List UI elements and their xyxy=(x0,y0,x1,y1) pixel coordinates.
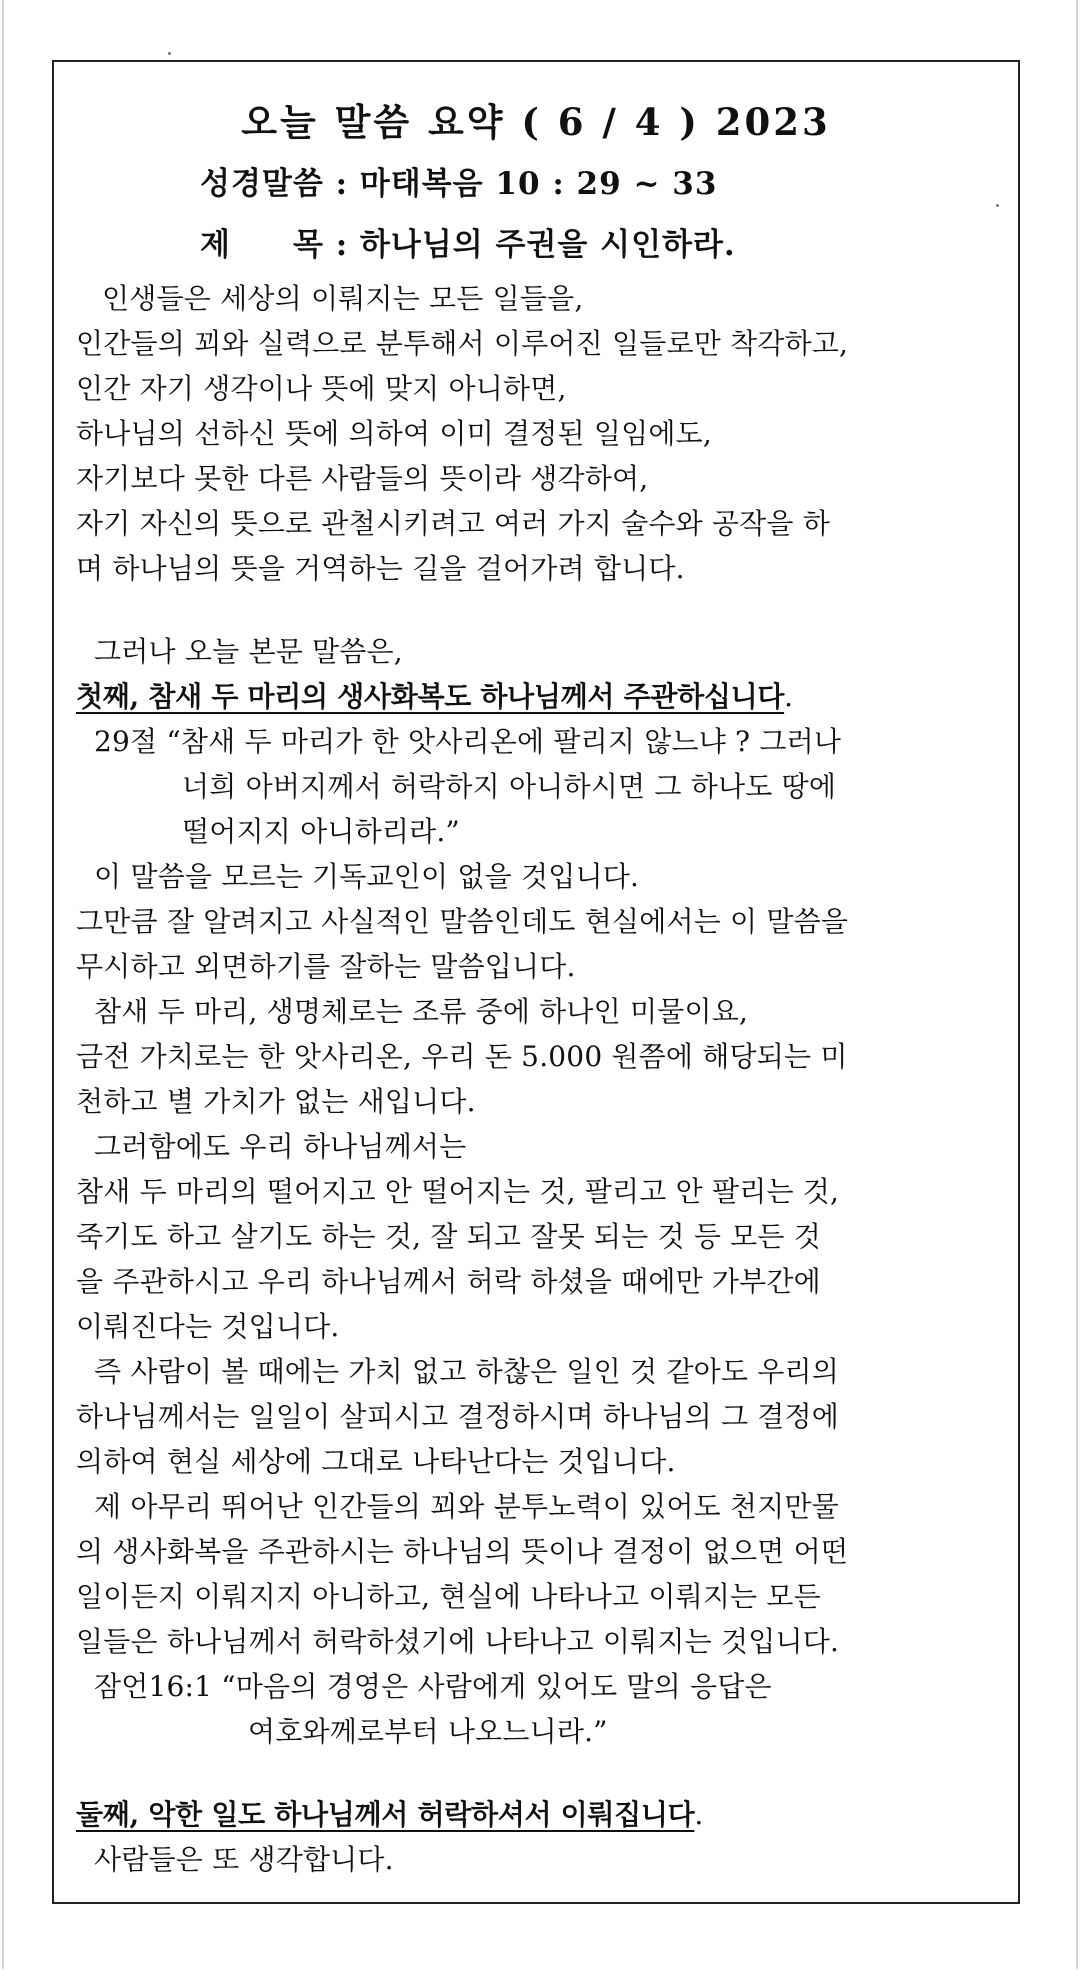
text-line: 즉 사람이 볼 때에는 가치 없고 하찮은 일인 것 같아도 우리의 xyxy=(94,1355,839,1388)
sermon-body xyxy=(76,276,1006,1882)
text-line: 이 말씀을 모르는 기독교인이 없을 것입니다. xyxy=(94,860,640,893)
page-frame xyxy=(2,0,1078,1969)
theme-label: 제 xyxy=(200,227,231,263)
text-line: 을 주관하시고 우리 하나님께서 허락 하셨을 때에만 가부간에 xyxy=(76,1265,821,1298)
verse-line: 29절 “참새 두 마리가 한 앗사리온에 팔리지 않느냐 ? 그러나 xyxy=(94,725,842,758)
text-line: 하나님의 선하신 뜻에 의하여 이미 결정된 일임에도, xyxy=(76,417,712,450)
verse-line: 잠언16:1 “마음의 경영은 사람에게 있어도 말의 응답은 xyxy=(94,1670,772,1703)
text-line: 자기보다 못한 다른 사람들의 뜻이라 생각하여, xyxy=(76,462,649,495)
verse-line: 떨어지지 아니하리라.” xyxy=(182,815,460,848)
sermon-theme xyxy=(200,219,736,264)
text-line: 금전 가치로는 한 앗사리온, 우리 돈 5.000 원쯤에 해당되는 미 xyxy=(76,1040,848,1073)
text-line: 인간 자기 생각이나 뜻에 맞지 아니하면, xyxy=(76,372,567,405)
text-line: 자기 자신의 뜻으로 관철시키려고 여러 가지 술수와 공작을 하 xyxy=(76,507,831,540)
document-title: 오늘 말씀 요약 ( 6 / 4 ) 2023 xyxy=(241,100,831,144)
text-line: 며 하나님의 뜻을 거역하는 길을 걸어가려 합니다. xyxy=(76,552,685,585)
heading-period: . xyxy=(784,680,793,713)
scripture-reference: 성경말씀 : 마태복음 10 : 29 ~ 33 xyxy=(200,166,718,202)
text-line: 천하고 별 가치가 없는 새입니다. xyxy=(76,1085,476,1118)
text-line: 그만큼 잘 알려지고 사실적인 말씀인데도 현실에서는 이 말씀을 xyxy=(76,905,849,938)
sermon-summary-box xyxy=(52,60,1020,1904)
text-line: 그러함에도 우리 하나님께서는 xyxy=(94,1130,467,1163)
text-line: 인간들의 꾀와 실력으로 분투해서 이루어진 일들로만 착각하고, xyxy=(76,327,849,360)
text-line: 사람들은 또 생각합니다. xyxy=(94,1843,394,1876)
text-line: 하나님께서는 일일이 살피시고 결정하시며 하나님의 그 결정에 xyxy=(76,1400,840,1433)
text-line: 인생들은 세상의 이뤄지는 모든 일들을, xyxy=(102,282,584,315)
scan-speck xyxy=(168,52,171,55)
text-line: 무시하고 외면하기를 잘하는 말씀입니다. xyxy=(76,950,576,983)
section-heading-second xyxy=(76,1792,1006,1837)
text-line: 이뤄진다는 것입니다. xyxy=(76,1310,340,1343)
text-line: 의하여 현실 세상에 그대로 나타난다는 것입니다. xyxy=(76,1445,676,1478)
verse-line: 여호와께로부터 나오느니라.” xyxy=(248,1715,608,1748)
text-line: 의 생사화복을 주관하시는 하나님의 뜻이나 결정이 없으면 어떤 xyxy=(76,1535,849,1568)
paragraph-gap xyxy=(76,1754,1006,1792)
text-line: 죽기도 하고 살기도 하는 것, 잘 되고 잘못 되는 것 등 모든 것 xyxy=(76,1220,822,1253)
section-heading-first xyxy=(76,674,1006,719)
text-line: 제 아무리 뛰어난 인간들의 꾀와 분투노력이 있어도 천지만물 xyxy=(94,1490,839,1523)
heading-text: 둘째, 악한 일도 하나님께서 허락하셔서 이뤄집니다 xyxy=(76,1798,695,1831)
text-line: 그러나 오늘 본문 말씀은, xyxy=(94,635,403,668)
text-line: 참새 두 마리, 생명체로는 조류 중에 하나인 미물이요, xyxy=(94,995,749,1028)
text-line: 참새 두 마리의 떨어지고 안 떨어지는 것, 팔리고 안 팔리는 것, xyxy=(76,1175,840,1208)
paragraph-gap xyxy=(76,591,1006,629)
theme-text: 목 : 하나님의 주권을 시인하라. xyxy=(292,227,736,263)
text-line: 일이든지 이뤄지지 아니하고, 현실에 나타나고 이뤄지는 모든 xyxy=(76,1580,821,1613)
heading-text: 첫째, 참새 두 마리의 생사화복도 하나님께서 주관하십니다 xyxy=(76,680,785,713)
heading-period: . xyxy=(694,1798,704,1831)
text-line: 일들은 하나님께서 허락하셨기에 나타나고 이뤄지는 것입니다. xyxy=(76,1625,840,1658)
verse-line: 너희 아버지께서 허락하지 아니하시면 그 하나도 땅에 xyxy=(182,770,837,803)
